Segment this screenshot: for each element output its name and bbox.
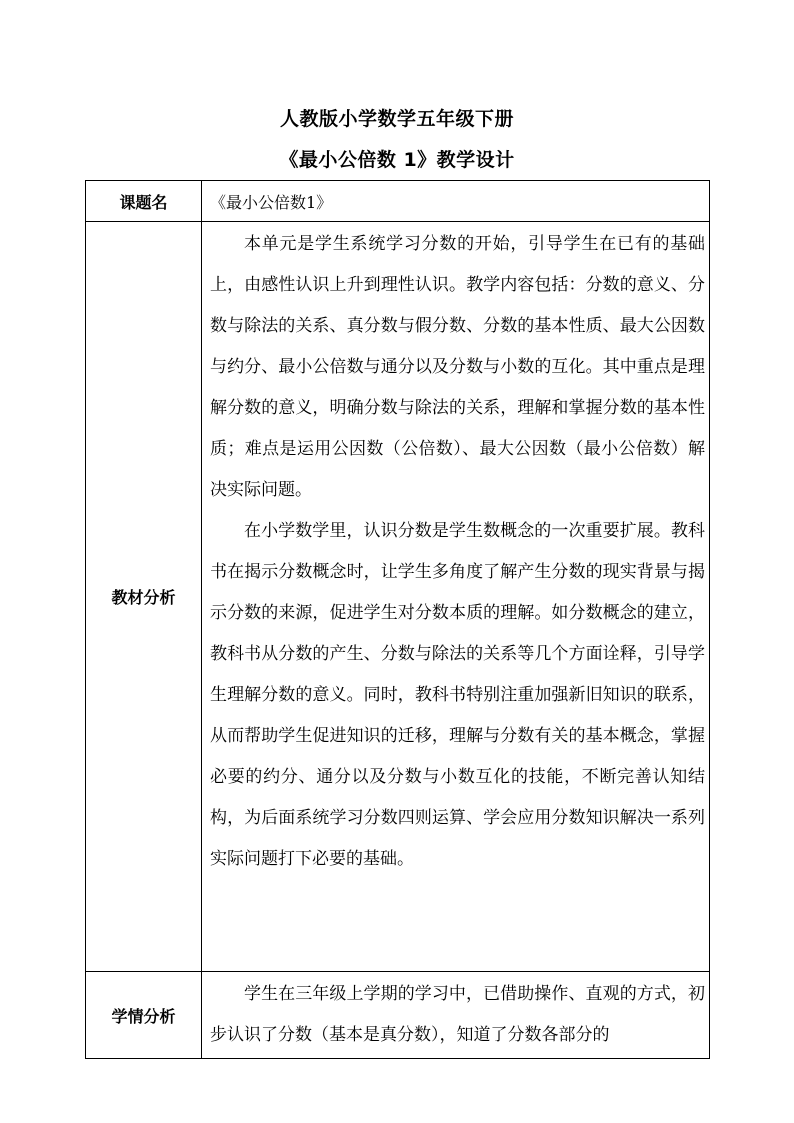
learner-analysis-content [202,972,710,1059]
material-analysis-paragraph-2: 在小学数学里，认识分数是学生数概念的一次重要扩展。教科书在揭示分数概念时，让学生多角度了解产生分数的现实背景与揭示分数的来源，促进学生对分数本质的理解。如分数概念的建立，教科书从分数的产生、分数与除法的关系等几个方面诠释，引导学生理解分数的意义。同时，教科书特别注重加强新旧知识的联系，从而帮助学生促进知识的迁移，理解与分数有关的基本概念，掌握必要的约分、通分以及分数与小数互化的技能，不断完善认知结构，为后面系统学习分数四则运算、学会应用分数知识解决一系列实际问题打下必要的基础。 [210,521,705,869]
topic-label: 课题名 [86,181,202,222]
table-row-topic [86,181,710,222]
table-row-learner-analysis [86,972,710,1059]
learner-analysis-paragraph-1: 学生在三年级上学期的学习中，已借助操作、直观的方式，初步认识了分数（基本是真分数），知道了分数各部分的 [210,984,705,1045]
lesson-design-table [85,180,710,1059]
table-row-material-analysis [86,222,710,972]
learner-analysis-label: 学情分析 [86,972,202,1059]
material-analysis-label: 教材分析 [86,222,202,972]
material-analysis-paragraph-1: 本单元是学生系统学习分数的开始，引导学生在已有的基础上，由感性认识上升到理性认识。教学内容包括：分数的意义、分数与除法的关系、真分数与假分数、分数的基本性质、最大公因数与约分、最小公倍数与通分以及分数与小数的互化。其中重点是理解分数的意义，明确分数与除法的关系，理解和掌握分数的基本性质；难点是运用公因数（公倍数）、最大公因数（最小公倍数）解决实际问题。 [210,234,705,500]
document-title: 人教版小学数学五年级下册 [279,108,514,130]
document-subtitle: 《最小公倍数 1》教学设计 [279,149,515,171]
material-analysis-content [202,222,710,972]
topic-value: 《最小公倍数1》 [202,181,710,222]
